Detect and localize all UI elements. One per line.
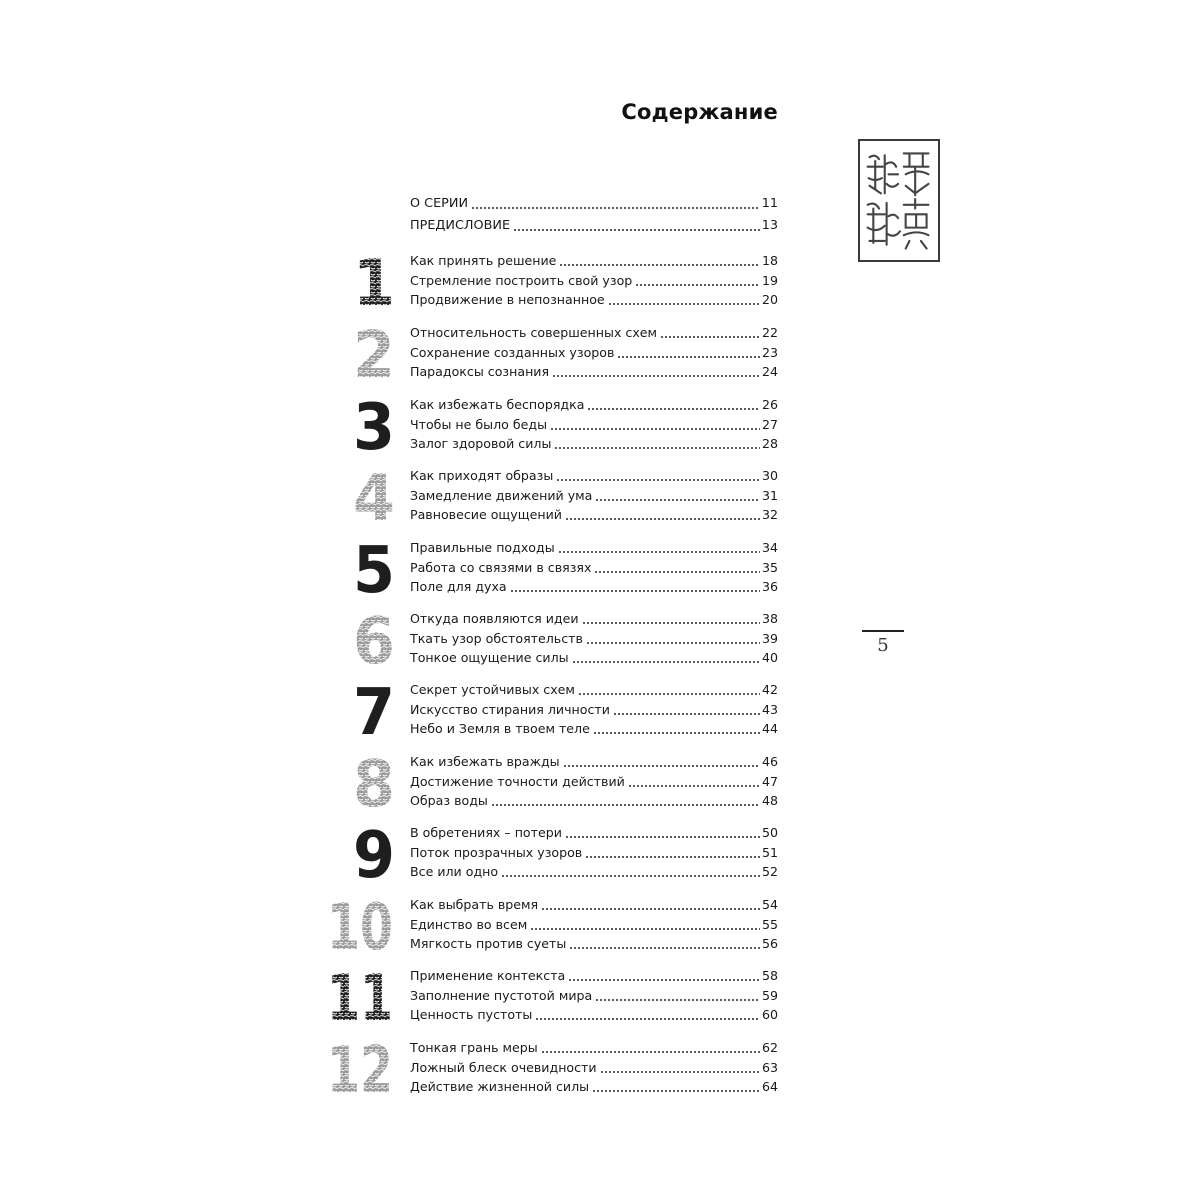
toc-entry-title: Как приходят образы [410,468,554,483]
toc-entry-title: Образ воды [410,793,488,808]
toc-entry[interactable] [410,680,778,698]
chapter-number-12 [326,1034,394,1108]
dot-leader [608,303,760,305]
toc-entry-title: Чтобы не было беды [410,417,548,432]
toc-entry[interactable] [410,700,778,718]
page-number-rule [862,630,904,632]
dot-leader [592,1090,760,1092]
toc-entry-title: Как избежать вражды [410,754,560,769]
dot-leader [556,479,760,481]
toc-entry-page: 48 [761,793,778,808]
toc-entry-page: 32 [761,507,778,522]
toc-entry-page: 60 [761,1007,778,1022]
dot-leader [594,571,760,573]
toc-entry-title: Искусство стирания личности [410,702,610,717]
chapter-number-10 [326,891,394,965]
chapter-number-text: 12 [327,1034,393,1108]
toc-entry[interactable] [410,505,778,523]
toc-entry[interactable] [410,343,778,361]
toc-entry[interactable] [410,194,778,212]
toc-entry-page: 58 [761,968,778,983]
dot-leader [559,264,760,266]
toc-entry-title: Достижение точности действий [410,774,625,789]
toc-entry[interactable] [410,986,778,1004]
toc-entry[interactable] [410,290,778,308]
toc-entry-title: Стремление построить свой узор [410,273,633,288]
chapter-number-text: 1 [353,247,395,321]
dot-leader [563,765,760,767]
toc-entry-title: Действие жизненной силы [410,1079,590,1094]
toc-entry-page: 63 [761,1060,778,1075]
toc-entry-title: Как избежать беспорядка [410,397,585,412]
chapter-number-text: 10 [327,891,393,965]
toc-entry-page: 27 [761,417,778,432]
toc-entry-title: Замедление движений ума [410,488,593,503]
toc-entry-title: Поток прозрачных узоров [410,845,583,860]
toc-entry-title: Тонкая грань меры [410,1040,538,1055]
chapter-number-5 [352,534,396,608]
toc-entry-title: Равновесие ощущений [410,507,562,522]
toc-entry-page: 36 [761,579,778,594]
toc-entry-title: Заполнение пустотой мира [410,988,593,1003]
toc-entry[interactable] [410,895,778,913]
dot-leader [628,785,760,787]
toc-entry[interactable] [410,791,778,809]
dot-leader [565,518,760,520]
toc-entry-title: Парадоксы сознания [410,364,550,379]
toc-entry[interactable] [410,323,778,341]
toc-entry[interactable] [410,466,778,484]
toc-entry[interactable] [410,843,778,861]
toc-entry-title: Ценность пустоты [410,1007,533,1022]
dot-leader [593,732,760,734]
toc-entry-title: Применение контекста [410,968,566,983]
toc-entry-page: 11 [761,196,778,211]
toc-entry[interactable] [410,216,778,234]
chapter-number-11 [326,962,394,1036]
toc-entry-title: Продвижение в непознанное [410,292,605,307]
toc-entry-title: ПРЕДИСЛОВИЕ [410,218,511,233]
toc-entry[interactable] [410,395,778,413]
dot-leader [513,229,760,231]
toc-entry-page: 52 [761,864,778,879]
toc-entry[interactable] [410,934,778,952]
toc-entry[interactable] [410,772,778,790]
dot-leader [600,1071,760,1073]
toc-entry[interactable] [410,1005,778,1023]
dot-leader [582,622,760,624]
chapter-number-text: 2 [353,319,395,393]
toc-entry-page: 40 [761,650,778,665]
toc-entry[interactable] [410,823,778,841]
toc-entry[interactable] [410,415,778,433]
dot-leader [552,375,760,377]
page-number: 5 [877,635,889,656]
toc-entry-page: 18 [761,253,778,268]
toc-entry-page: 19 [761,273,778,288]
toc-entry-page: 24 [761,364,778,379]
toc-entry-page: 64 [761,1079,778,1094]
toc-entry-page: 42 [761,682,778,697]
dot-leader [541,1051,760,1053]
dot-leader [578,693,760,695]
dot-leader [565,836,760,838]
toc-entry[interactable] [410,558,778,576]
toc-entry-page: 22 [761,325,778,340]
toc-entry-title: Все или одно [410,864,499,879]
toc-entry-title: Ложный блеск очевидности [410,1060,597,1075]
chapter-number-text: 9 [353,819,395,893]
toc-entry-page: 62 [761,1040,778,1055]
toc-entry-title: В обретениях – потери [410,825,562,840]
toc-entry-page: 59 [761,988,778,1003]
toc-entry[interactable] [410,577,778,595]
toc-entry-title: Как выбрать время [410,897,539,912]
toc-entry[interactable] [410,251,778,269]
toc-entry[interactable] [410,1058,778,1076]
toc-entry[interactable] [410,629,778,647]
toc-entry-page: 26 [761,397,778,412]
toc-entry[interactable] [410,609,778,627]
toc-entry[interactable] [410,362,778,380]
toc-entry-title: Как принять решение [410,253,557,268]
dot-leader [595,499,760,501]
chapter-number-text: 3 [353,391,395,465]
toc-entry-title: Правильные подходы [410,540,555,555]
toc-entry-page: 44 [761,721,778,736]
dot-leader [530,928,760,930]
dot-leader [569,947,760,949]
toc-entry[interactable] [410,538,778,556]
dot-leader [554,447,760,449]
page-title: Содержание [621,100,778,124]
dot-leader [613,713,760,715]
dot-leader [635,284,760,286]
chapter-number-6 [352,605,396,679]
toc-entry-title: Небо и Земля в твоем теле [410,721,590,736]
chapter-number-8 [352,748,396,822]
toc-entry-title: Залог здоровой силы [410,436,552,451]
toc-entry-title: О СЕРИИ [410,196,469,211]
dot-leader [535,1018,760,1020]
chapter-number-7 [352,676,396,750]
dot-leader [660,336,760,338]
chapter-number-4 [352,462,396,536]
toc-entry-page: 13 [761,218,778,233]
chapter-number-text: 7 [353,676,395,750]
toc-entry[interactable] [410,434,778,452]
dot-leader [595,999,760,1001]
toc-entry-page: 56 [761,936,778,951]
toc-entry-page: 20 [761,292,778,307]
toc-entry[interactable] [410,1077,778,1095]
dot-leader [541,908,760,910]
toc-entry-page: 30 [761,468,778,483]
toc-entry-page: 34 [761,540,778,555]
toc-entry-title: Работа со связями в связях [410,560,592,575]
dot-leader [572,661,760,663]
toc-entry-page: 50 [761,825,778,840]
toc-entry[interactable] [410,486,778,504]
toc-entry-page: 55 [761,917,778,932]
dot-leader [587,408,760,410]
chapter-number-text: 4 [353,462,395,536]
toc-entry[interactable] [410,752,778,770]
chapter-number-text: 8 [353,748,395,822]
seal-stamp-icon [858,139,940,262]
toc-entry-page: 38 [761,611,778,626]
toc-entry-title: Мягкость против суеты [410,936,567,951]
toc-entry-page: 47 [761,774,778,789]
toc-entry-title: Ткать узор обстоятельств [410,631,583,646]
dot-leader [585,856,760,858]
chapter-number-3 [352,391,396,465]
chapter-number-text: 6 [353,605,395,679]
toc-entry-page: 46 [761,754,778,769]
toc-entry-title: Тонкое ощущение силы [410,650,569,665]
toc-entry-title: Откуда появляются идеи [410,611,579,626]
dot-leader [510,590,760,592]
dot-leader [550,428,760,430]
chapter-number-text: 5 [353,534,395,608]
toc-entry[interactable] [410,1038,778,1056]
toc-entry-page: 23 [761,345,778,360]
toc-entry-page: 31 [761,488,778,503]
toc-entry-page: 51 [761,845,778,860]
toc-entry[interactable] [410,648,778,666]
dot-leader [501,875,760,877]
dot-leader [558,551,760,553]
toc-entry-title: Относительность совершенных схем [410,325,658,340]
toc-entry-page: 39 [761,631,778,646]
dot-leader [568,979,760,981]
toc-entry-title: Секрет устойчивых схем [410,682,575,697]
dot-leader [491,804,760,806]
chapter-number-text: 11 [327,962,393,1036]
toc-entry[interactable] [410,966,778,984]
toc-entry[interactable] [410,862,778,880]
toc-entry-title: Единство во всем [410,917,528,932]
toc-entry[interactable] [410,271,778,289]
toc-entry-title: Поле для духа [410,579,507,594]
toc-entry-title: Сохранение созданных узоров [410,345,615,360]
chapter-number-2 [352,319,396,393]
toc-entry-page: 54 [761,897,778,912]
dot-leader [586,642,760,644]
chapter-number-1 [352,247,396,321]
dot-leader [471,207,760,209]
dot-leader [617,356,760,358]
toc-entry-page: 35 [761,560,778,575]
toc-entry[interactable] [410,719,778,737]
toc-entry[interactable] [410,915,778,933]
toc-entry-page: 43 [761,702,778,717]
toc-entry-page: 28 [761,436,778,451]
chapter-number-9 [352,819,396,893]
